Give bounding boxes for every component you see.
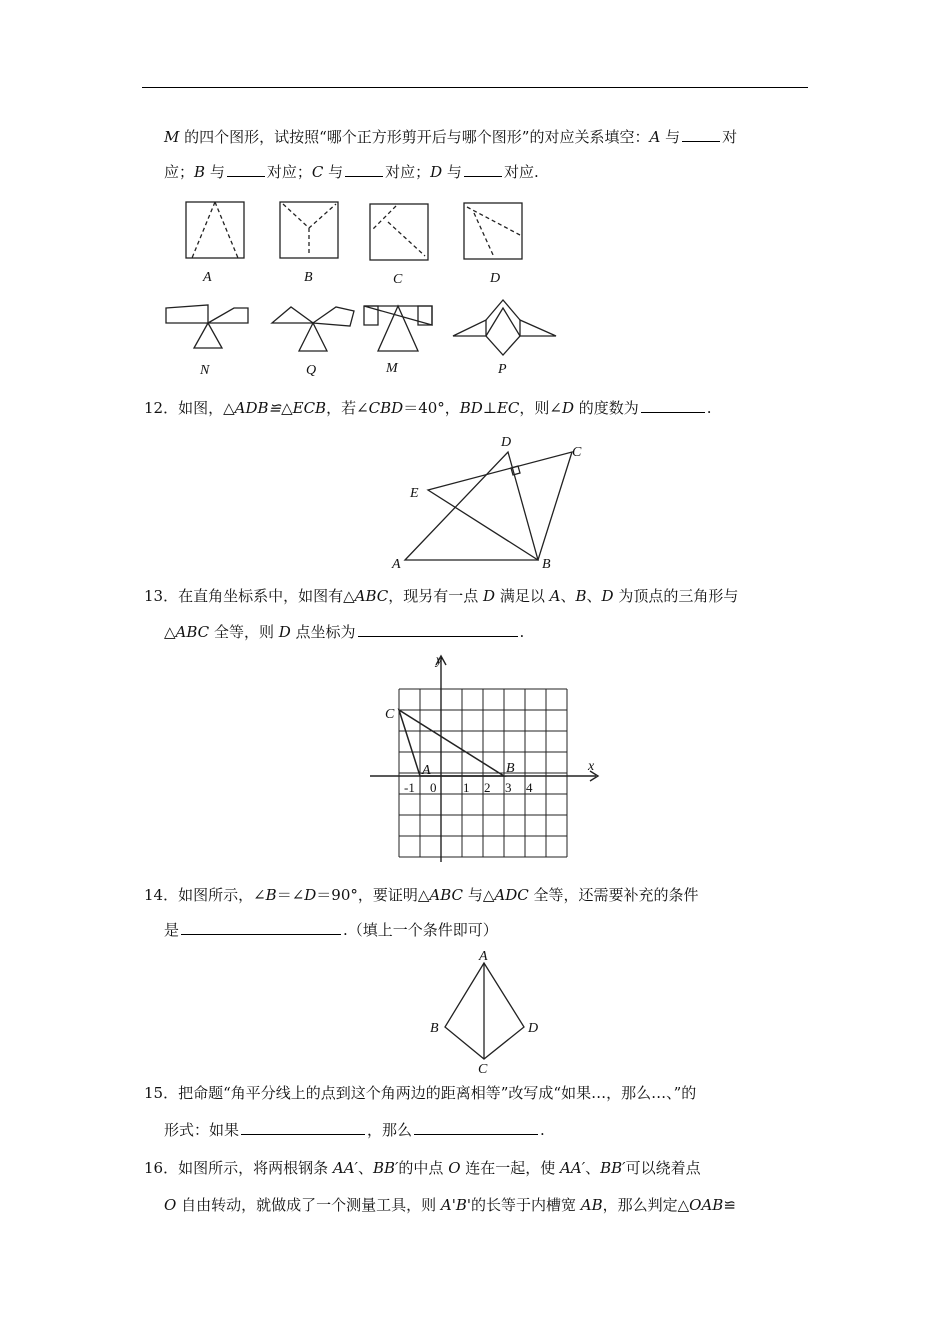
q12-num: 12．如图， — [144, 399, 224, 417]
q15-blank-then[interactable] — [414, 1120, 538, 1135]
q16-l1a: 16．如图所示，将两根钢条 — [144, 1159, 333, 1177]
q16-l2f: ，那么判定△ — [602, 1196, 690, 1214]
label-d: D — [501, 435, 512, 450]
q12-t9: D — [561, 399, 574, 417]
label-a: A — [479, 949, 488, 964]
right-angle-mark — [511, 466, 520, 475]
q11-line2 — [164, 162, 539, 182]
q12-t6: ⊥ — [482, 399, 497, 417]
label-b: B — [304, 270, 313, 285]
q13-l1f: A — [549, 587, 561, 605]
label-a: A — [203, 270, 212, 285]
q13-l1j: D — [601, 587, 614, 605]
label-c: C — [478, 1062, 488, 1077]
square-a — [186, 202, 244, 258]
label-c: C — [572, 445, 582, 460]
q11-dy3: 对应. — [503, 163, 539, 181]
label-b: B — [506, 761, 515, 776]
q14-l1d: D — [304, 886, 317, 904]
q16-l1j: BB′ — [600, 1159, 626, 1177]
q11-yu: 与 — [660, 128, 681, 146]
q16-l2a: O — [164, 1196, 177, 1214]
q16-l1k: 可以绕着点 — [625, 1159, 701, 1177]
square-a-cut — [192, 202, 238, 258]
tick-1: 1 — [463, 780, 470, 795]
q13-l2b: ABC — [175, 623, 210, 641]
square-b-cut — [283, 204, 336, 255]
q16-l1g: 连在一起，使 — [460, 1159, 561, 1177]
q11-yu2: 与 — [323, 163, 344, 181]
q11-text: 的四个图形，试按照“哪个正方形剪开后与哪个图形”的对应关系填空： — [179, 128, 650, 146]
q16-l1f: O — [448, 1159, 461, 1177]
header-rule — [142, 87, 808, 88]
q12-t10: 的度数为 — [574, 399, 639, 417]
label-y: y — [436, 653, 443, 668]
label-x: x — [588, 759, 595, 774]
q15-l2c: . — [540, 1121, 545, 1139]
tick-neg1: -1 — [404, 780, 415, 795]
q14-l1e: ＝90°，要证明△ — [316, 886, 430, 904]
q12-end: . — [706, 399, 712, 417]
q11-blank-c[interactable] — [345, 162, 383, 177]
q16-l2g: OAB — [689, 1196, 724, 1214]
label-a: A — [422, 763, 431, 778]
q16-l2e: AB — [580, 1196, 603, 1214]
label-b: B — [542, 557, 551, 572]
q16-l2b: 自由转动，就做成了一个测量工具，则 — [176, 1196, 441, 1214]
q14-l1b: B — [265, 886, 277, 904]
q16-l2c: A'B' — [440, 1196, 471, 1214]
triangle-ecb — [428, 452, 572, 560]
q12-congruence: △ADB≌△ECB — [223, 399, 327, 417]
label-c: C — [393, 272, 403, 287]
q11-yu1: 与 — [205, 163, 225, 181]
q11-var-D: D — [430, 163, 443, 181]
q13-l2d: D — [278, 623, 291, 641]
q16-line1 — [144, 1158, 701, 1178]
q11-dui: 对 — [722, 128, 738, 146]
q14-figure — [420, 945, 550, 1075]
q13-blank[interactable] — [358, 622, 518, 637]
q14-l2a: 是 — [164, 921, 180, 939]
q13-l1b: ABC — [354, 587, 389, 605]
q11-blank-a[interactable] — [682, 127, 720, 142]
label-a: A — [392, 557, 401, 572]
q13-l1e: 满足以 — [495, 587, 550, 605]
q14-line1 — [144, 885, 698, 905]
q11-var-B: B — [194, 163, 206, 181]
q11-dy2: 对应； — [385, 163, 431, 181]
q13-l1h: B — [575, 587, 587, 605]
q16-l2h: ≌ — [723, 1196, 736, 1214]
shape-n — [166, 305, 248, 348]
q14-blank[interactable] — [181, 920, 341, 935]
q15-blank-if[interactable] — [241, 1120, 365, 1135]
q16-line2 — [164, 1195, 736, 1215]
q12-t2: ，若∠ — [326, 399, 369, 417]
q15-line2 — [164, 1120, 545, 1140]
q13-l1c: ，现另有一点 — [388, 587, 484, 605]
q13-l2e: 点坐标为 — [290, 623, 356, 641]
q14-l1c: ＝∠ — [276, 886, 305, 904]
label-e: E — [410, 486, 419, 501]
q12-line — [144, 398, 712, 418]
q13-figure — [360, 650, 605, 865]
shape-m — [364, 306, 432, 351]
q14-l1a: 14．如图所示，∠ — [144, 886, 266, 904]
q11-blank-d[interactable] — [464, 162, 502, 177]
q11-figure — [150, 195, 580, 385]
q14-l1f: ABC — [429, 886, 464, 904]
square-d-cut — [467, 207, 520, 257]
q13-l1g: 、 — [560, 587, 576, 605]
q16-l1e: 的中点 — [398, 1159, 449, 1177]
q11-line1 — [164, 127, 737, 147]
q16-l1c: 、 — [357, 1159, 373, 1177]
q12-blank[interactable] — [641, 398, 705, 413]
q11-yu3: 与 — [442, 163, 462, 181]
shape-p — [453, 300, 556, 355]
label-m: M — [386, 361, 398, 376]
tick-3: 3 — [505, 780, 512, 795]
q16-l2d: 的长等于内槽宽 — [470, 1196, 581, 1214]
q13-l1k: 为顶点的三角形与 — [613, 587, 739, 605]
q15-line1: 15．把命题“角平分线上的点到这个角两边的距离相等”改写成“如果…，那么…、”的 — [144, 1084, 697, 1102]
q11-var-C: C — [311, 163, 324, 181]
q11-blank-b[interactable] — [227, 162, 265, 177]
q14-l1i: 全等，还需要补充的条件 — [528, 886, 699, 904]
tick-0: 0 — [430, 780, 437, 795]
q11-var-M: M — [164, 128, 180, 146]
label-q: Q — [306, 363, 317, 378]
q14-l2b: .（填上一个条件即可） — [343, 921, 498, 939]
q15-l2b: ，那么 — [367, 1121, 413, 1139]
q16-l1h: AA′ — [560, 1159, 586, 1177]
q14-line2 — [164, 920, 498, 940]
q16-l1i: 、 — [585, 1159, 601, 1177]
q13-l2f: . — [519, 623, 525, 641]
square-c-cut — [372, 206, 425, 256]
q12-t8: ，则∠ — [519, 399, 562, 417]
q13-line1 — [144, 586, 738, 606]
q12-t7: EC — [496, 399, 520, 417]
q14-l1g: 与△ — [463, 886, 495, 904]
label-c: C — [385, 707, 395, 722]
q12-t4: ＝40°， — [403, 399, 460, 417]
q16-l1d: BB′ — [372, 1159, 399, 1177]
tick-4: 4 — [526, 780, 533, 795]
q12-figure — [390, 430, 600, 575]
q13-l1d: D — [483, 587, 496, 605]
label-n: N — [200, 363, 210, 378]
q13-l1a: 13．在直角坐标系中，如图有△ — [144, 587, 355, 605]
q12-t5: BD — [459, 399, 483, 417]
q13-line2 — [164, 622, 524, 642]
shape-q — [272, 307, 354, 351]
label-d: D — [490, 271, 501, 286]
triangle-abc — [399, 710, 504, 776]
label-d: D — [528, 1021, 539, 1036]
label-b: B — [430, 1021, 439, 1036]
label-p: P — [498, 362, 507, 377]
q13-l1i: 、 — [586, 587, 602, 605]
q16-l1b: AA′ — [332, 1159, 358, 1177]
q12-t3: CBD — [368, 399, 404, 417]
q14-l1h: ADC — [494, 886, 529, 904]
tick-2: 2 — [484, 780, 491, 795]
q15-l2a: 形式：如果 — [164, 1121, 240, 1139]
q11-ying: 应； — [164, 163, 195, 181]
q13-l2a: △ — [164, 623, 176, 641]
q11-var-A: A — [649, 128, 661, 146]
q13-l2c: 全等，则 — [209, 623, 279, 641]
q11-dy1: 对应； — [266, 163, 312, 181]
